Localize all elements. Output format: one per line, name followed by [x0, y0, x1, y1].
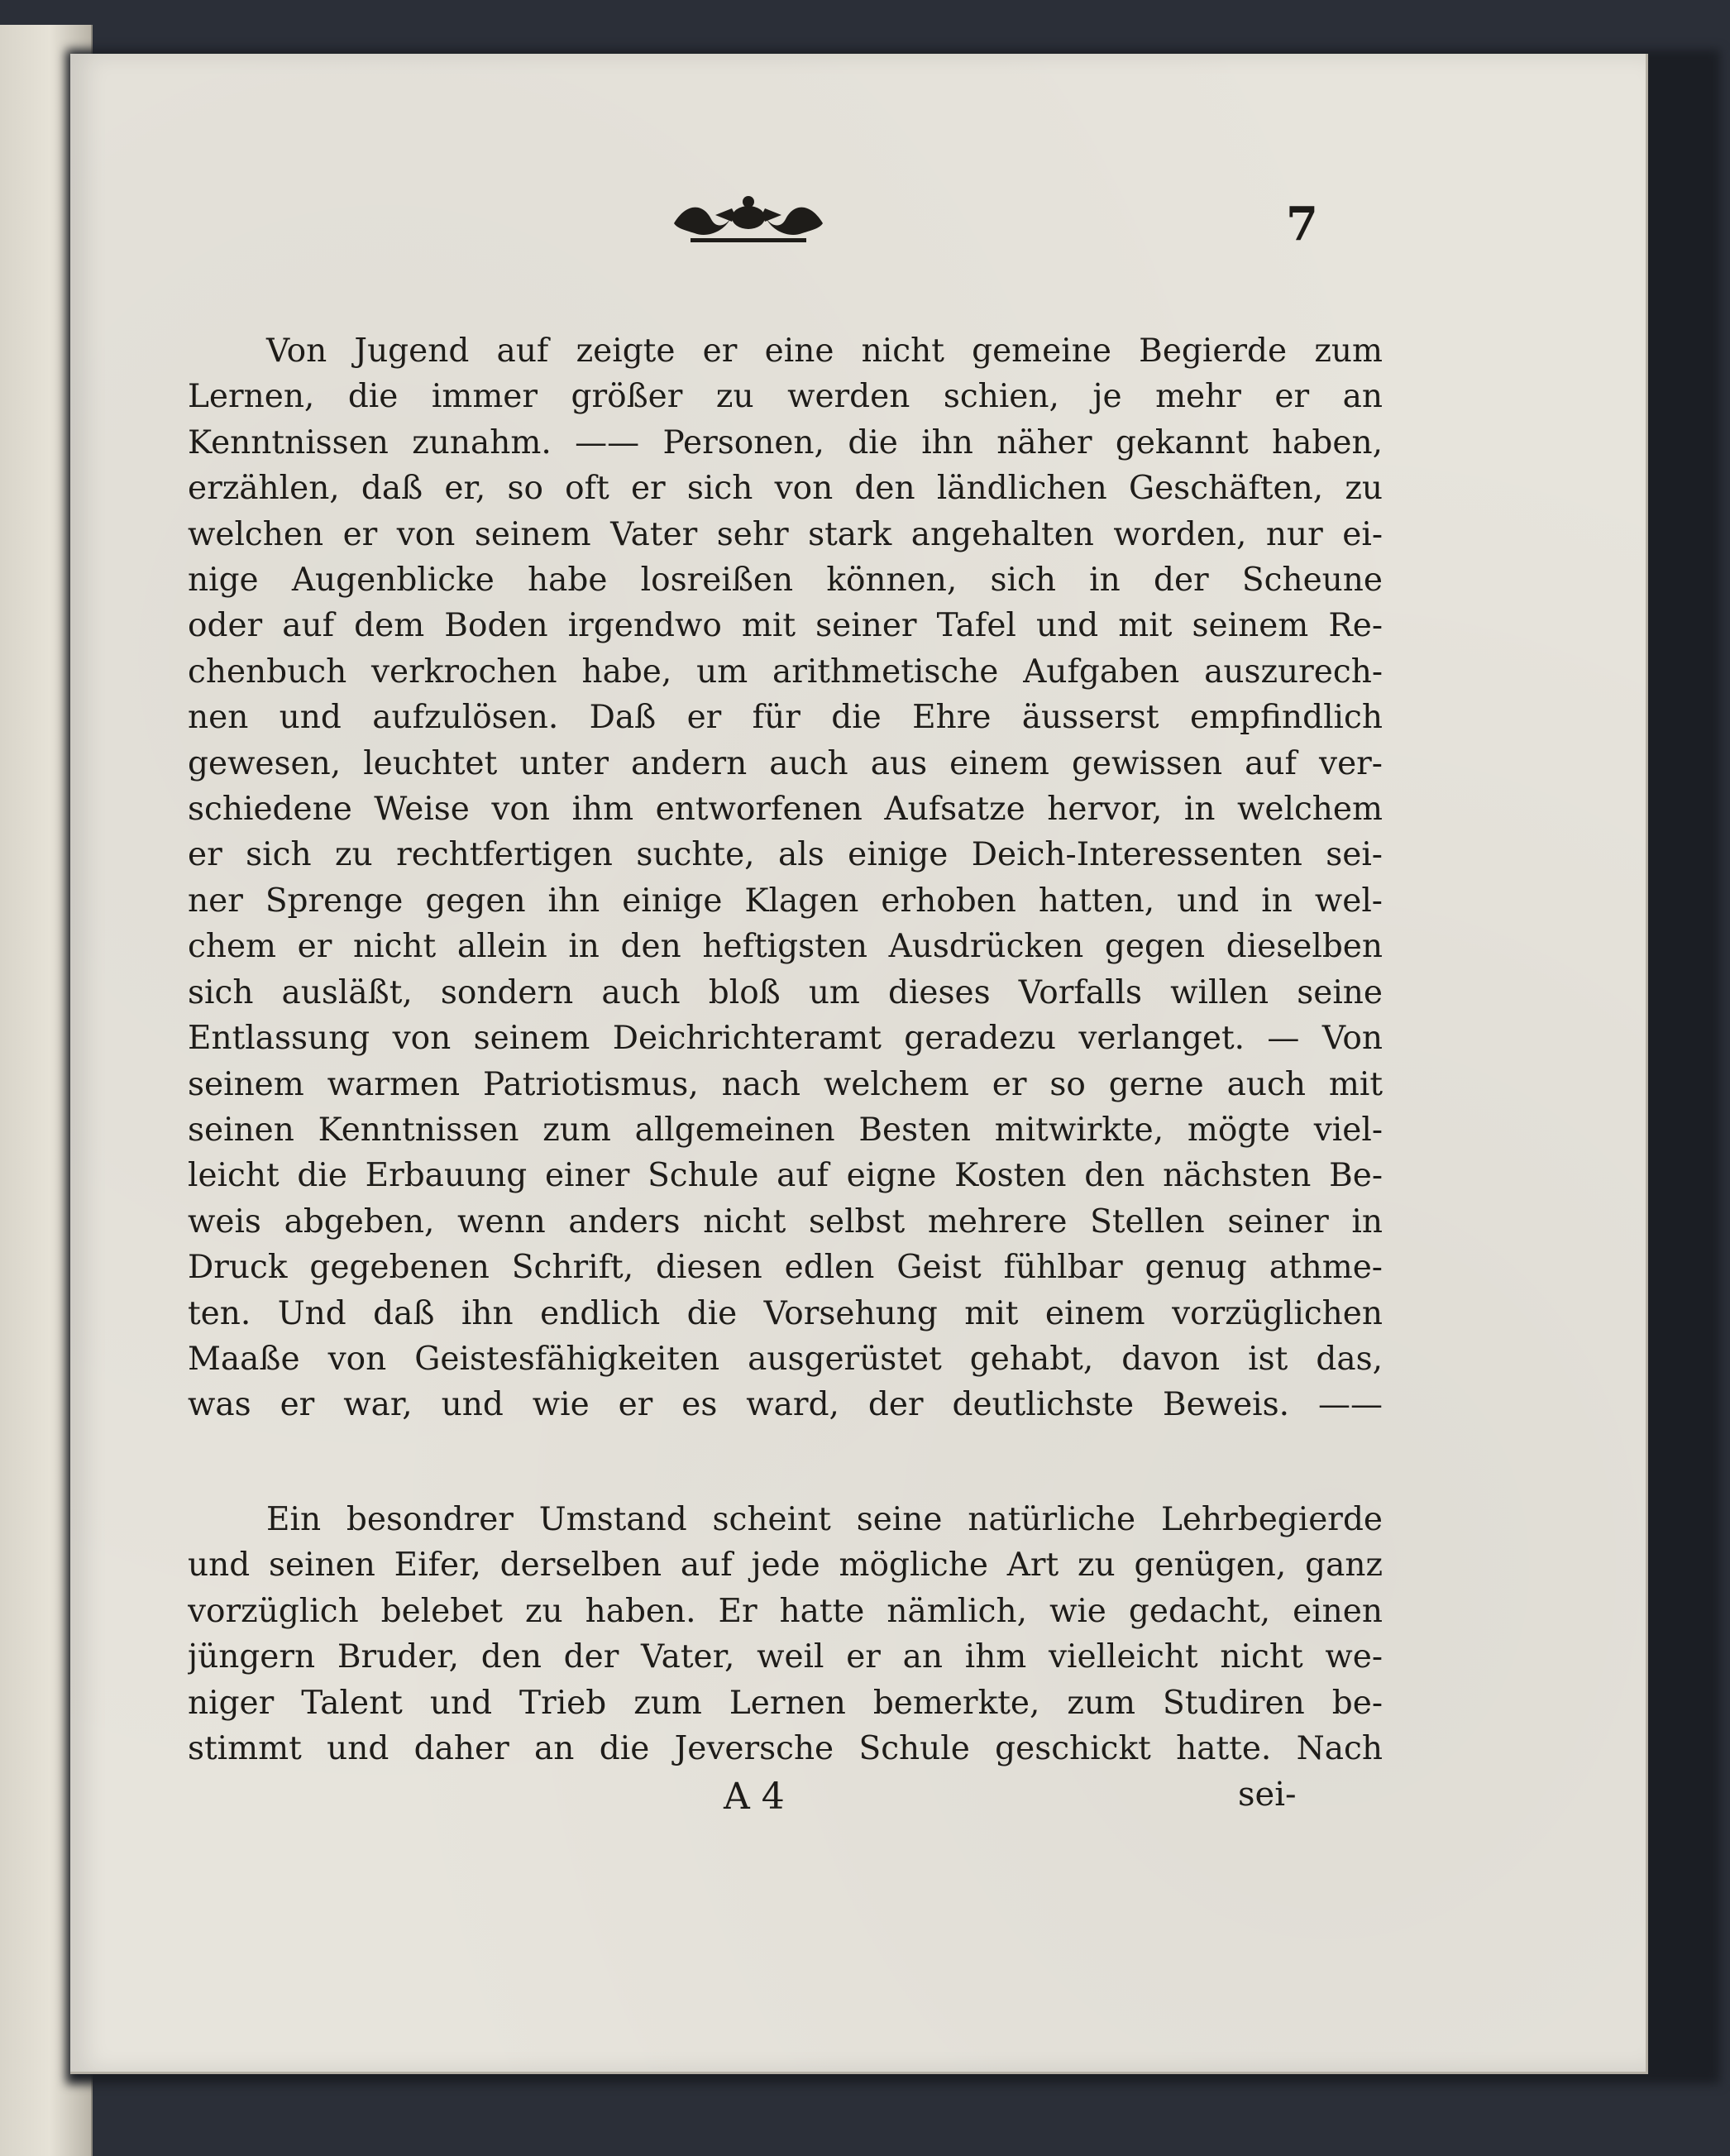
text-line: Von Jugend auf zeigte er eine nicht gemeine Begierde zum	[266, 332, 1383, 370]
text-line: welchen er von seinem Vater sehr stark angehalten worden, nur ei-	[188, 515, 1383, 553]
text-line: Entlassung von seinem Deichrichteramt geradezu verlanget. — Von	[188, 1020, 1383, 1058]
paragraph-2	[188, 1497, 1383, 1771]
text-line: erzählen, daß er, so oft er sich von den ländlichen Geschäften, zu	[188, 470, 1383, 508]
text-line: nen und aufzulösen. Daß er für die Ehre äusserst empfindlich	[188, 699, 1383, 737]
printer-signature-mark: A 4	[724, 1776, 785, 1818]
text-line: Ein besondrer Umstand scheint seine natürliche Lehrbegierde	[266, 1501, 1383, 1538]
text-line: er sich zu rechtfertigen suchte, als einige Deich-Interessenten sei-	[188, 836, 1383, 874]
decorative-ornament-icon	[666, 190, 831, 248]
text-line: vorzüglich belebet zu haben. Er hatte nämlich, wie gedacht, einen	[188, 1592, 1383, 1630]
text-line: niger Talent und Trieb zum Lernen bemerkte, zum Studiren be-	[188, 1684, 1383, 1722]
text-line: oder auf dem Boden irgendwo mit seiner Tafel und mit seinem Re-	[188, 607, 1383, 645]
text-line: leicht die Erbauung einer Schule auf eigne Kosten den nächsten Be-	[188, 1157, 1383, 1195]
text-line: und seinen Eifer, derselben auf jede mögliche Art zu genügen, ganz	[188, 1546, 1383, 1585]
catchword: sei-	[1238, 1776, 1297, 1814]
text-line: Maaße von Geistesfähigkeiten ausgerüstet gehabt, davon ist das,	[188, 1340, 1383, 1378]
text-line: Lernen, die immer größer zu werden schien, je mehr er an	[188, 378, 1383, 416]
text-line: was er war, und wie er es ward, der deutlichste Beweis. ——	[188, 1386, 1383, 1424]
text-line: seinen Kenntnissen zum allgemeinen Besten mitwirkte, mögte viel-	[188, 1111, 1383, 1149]
text-line: gewesen, leuchtet unter andern auch aus einem gewissen auf ver-	[188, 744, 1383, 782]
text-line: nige Augenblicke habe losreißen können, sich in der Scheune	[188, 562, 1383, 600]
text-line: Kenntnissen zunahm. —— Personen, die ihn näher gekannt haben,	[188, 423, 1383, 461]
text-line: Druck gegebenen Schrift, diesen edlen Geist fühlbar genug athme-	[188, 1249, 1383, 1287]
text-line: schiedene Weise von ihm entworfenen Aufsatze hervor, in welchem	[188, 791, 1383, 829]
book-page	[70, 54, 1648, 2074]
text-line: sich ausläßt, sondern auch bloß um dieses Vorfalls willen seine	[188, 973, 1383, 1011]
paragraph-1	[188, 328, 1383, 1428]
text-line: seinem warmen Patriotismus, nach welchem er so gerne auch mit	[188, 1065, 1383, 1103]
text-line: weis abgeben, wenn anders nicht selbst mehrere Stellen seiner in	[188, 1202, 1383, 1241]
text-line: jüngern Bruder, den der Vater, weil er an ihm vielleicht nicht we-	[188, 1638, 1383, 1676]
text-line: ner Sprenge gegen ihn einige Klagen erhoben hatten, und in wel-	[188, 882, 1383, 920]
page-number: 7	[1286, 197, 1318, 251]
text-line: stimmt und daher an die Jeversche Schule geschickt hatte. Nach	[188, 1730, 1383, 1768]
text-line: chem er nicht allein in den heftigsten Ausdrücken gegen dieselben	[188, 928, 1383, 966]
text-line: chenbuch verkrochen habe, um arithmetische Aufgaben auszurech-	[188, 653, 1383, 691]
text-line: ten. Und daß ihn endlich die Vorsehung mit einem vorzüglichen	[188, 1294, 1383, 1332]
